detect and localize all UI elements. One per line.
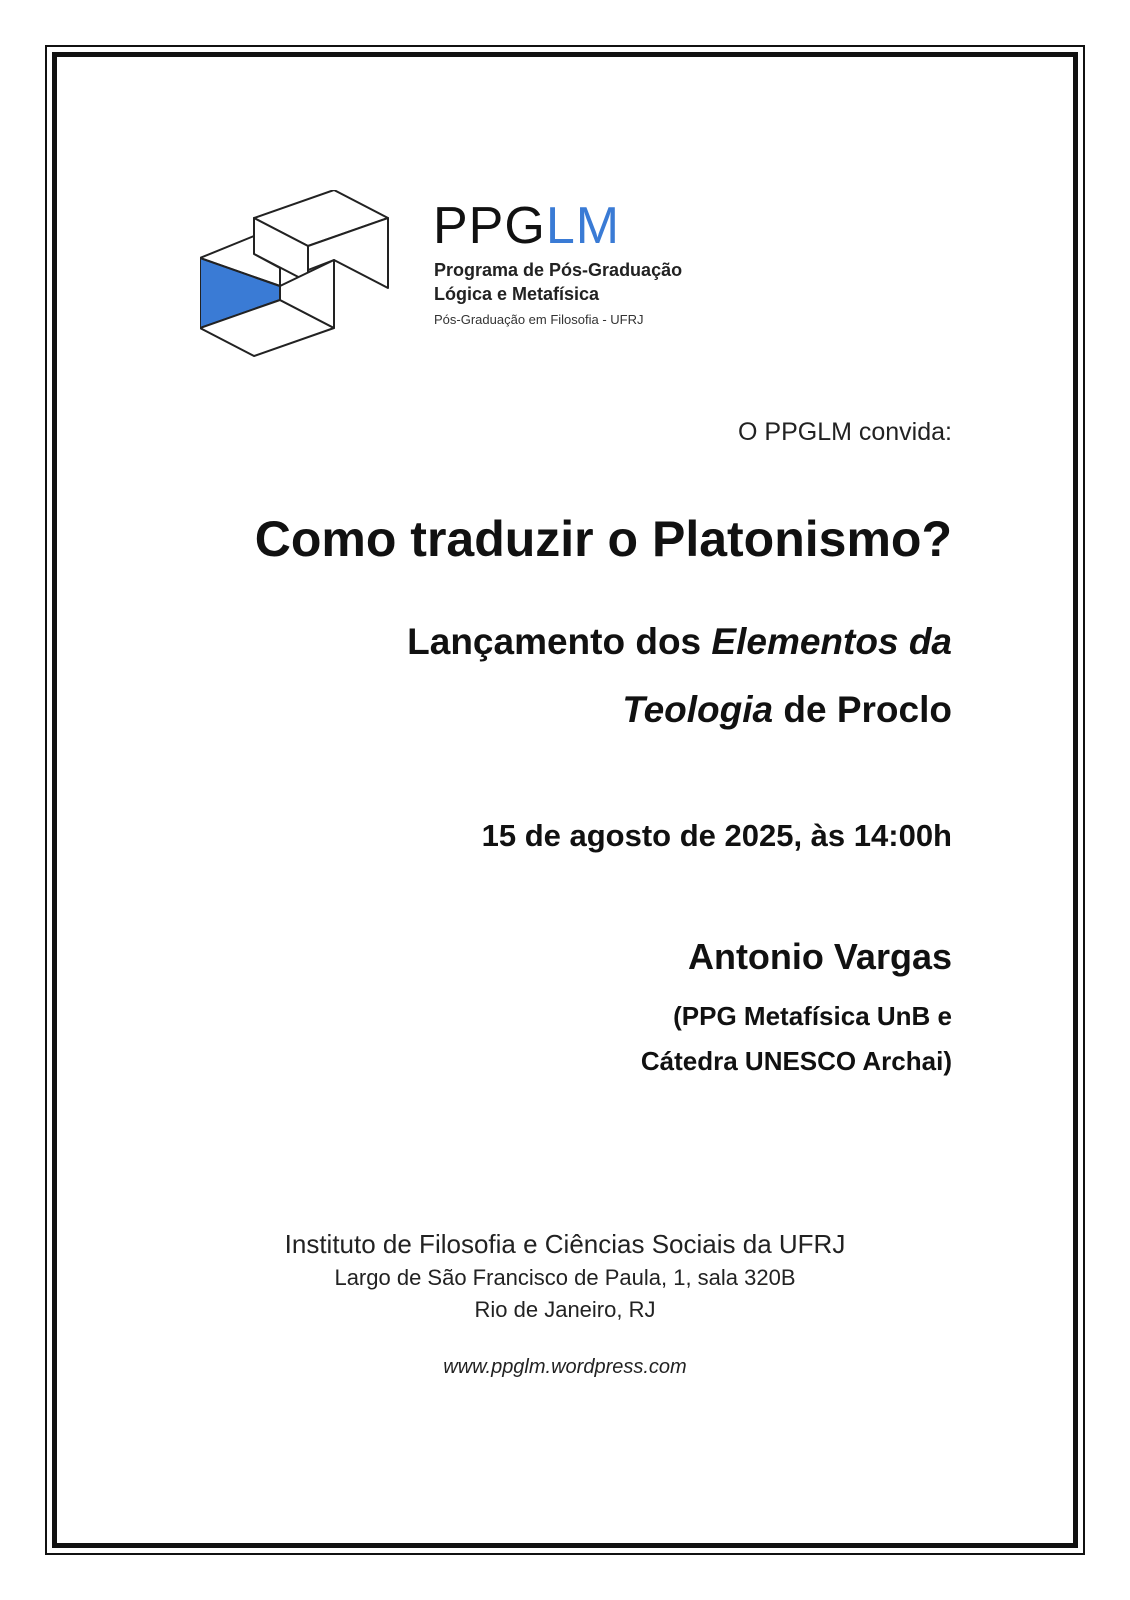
venue-street: Largo de São Francisco de Paula, 1, sala 320B — [334, 1265, 796, 1290]
speaker-affiliation — [641, 994, 952, 1084]
event-subtitle — [407, 608, 952, 744]
speaker-name: Antonio Vargas — [687, 936, 952, 977]
affiliation-line-1: (PPG Metafísica UnB e — [673, 1001, 952, 1031]
affiliation-line-2: Cátedra UNESCO Archai) — [640, 1046, 952, 1076]
event-date: 15 de agosto de 2025, às 14:00h — [481, 818, 952, 853]
invite-text: O PPGLM convida: — [738, 418, 952, 446]
logo-program-name: Programa de Pós-Graduação — [434, 260, 683, 280]
subtitle-part1: Lançamento dos — [407, 621, 712, 662]
logo-department: Pós-Graduação em Filosofia - UFRJ — [434, 312, 644, 327]
venue-address — [0, 1226, 1130, 1326]
ppglm-logo-icon — [200, 190, 395, 360]
logo-acronym — [433, 196, 620, 256]
logo-program-area: Lógica e Metafísica — [434, 284, 600, 304]
logo-acronym-suffix: LM — [545, 197, 621, 255]
logo-acronym-prefix: PPG — [433, 197, 546, 255]
venue-institution: Instituto de Filosofia e Ciências Sociais da UFRJ — [284, 1229, 846, 1259]
subtitle-italic-1: Elementos da — [711, 621, 952, 662]
subtitle-part2: de Proclo — [773, 689, 952, 730]
website-link[interactable]: www.ppglm.wordpress.com — [443, 1356, 687, 1378]
subtitle-italic-2: Teologia — [622, 689, 774, 730]
event-title: Como traduzir o Platonismo? — [254, 511, 952, 567]
venue-city: Rio de Janeiro, RJ — [474, 1297, 656, 1322]
